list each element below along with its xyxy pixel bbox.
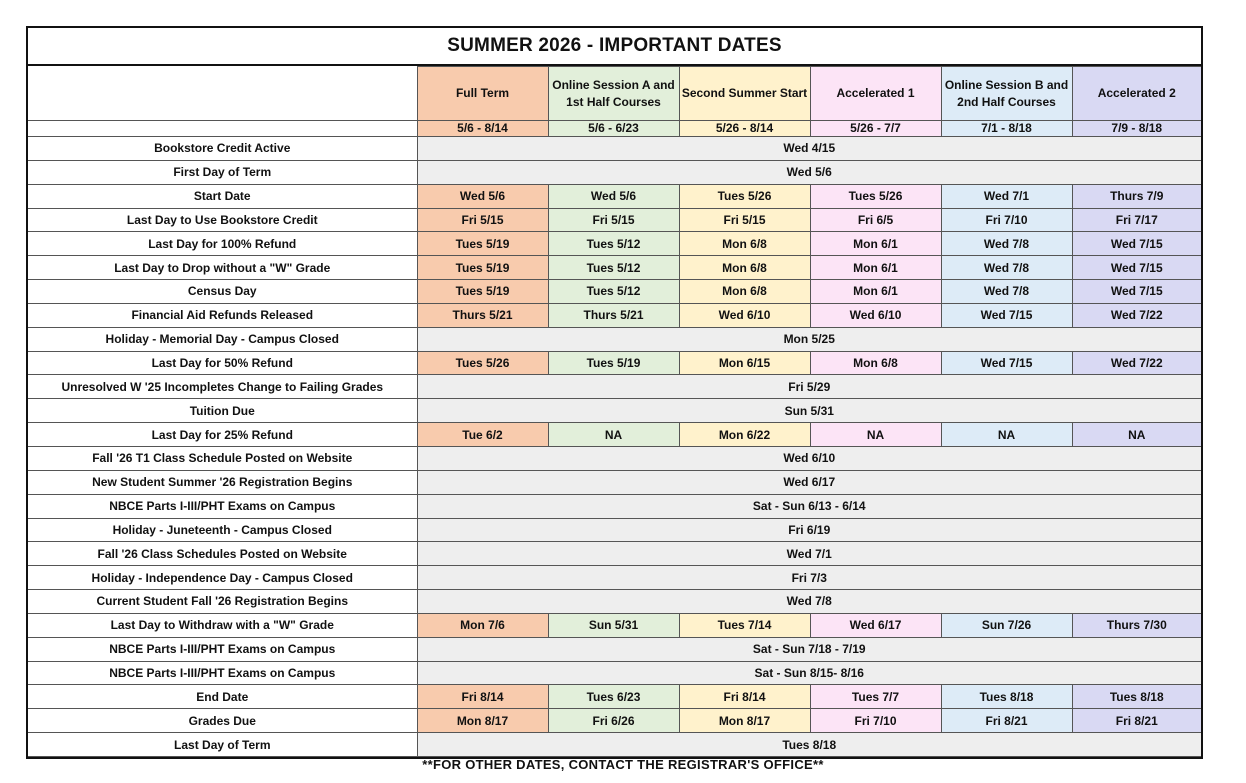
date-cell: Fri 8/14 bbox=[417, 685, 548, 709]
table-row bbox=[28, 137, 1201, 161]
date-cell: Fri 8/21 bbox=[1072, 709, 1201, 733]
row-label: First Day of Term bbox=[28, 160, 417, 184]
date-cell: Wed 7/1 bbox=[941, 184, 1072, 208]
table-row bbox=[28, 637, 1201, 661]
shared-date-cell: Wed 4/15 bbox=[417, 137, 1201, 161]
date-cell: Fri 7/10 bbox=[810, 709, 941, 733]
date-cell: Fri 8/21 bbox=[941, 709, 1072, 733]
column-header-full-term: Full Term bbox=[417, 67, 548, 121]
date-cell: Wed 5/6 bbox=[548, 184, 679, 208]
date-cell: Wed 6/10 bbox=[810, 303, 941, 327]
table-row bbox=[28, 494, 1201, 518]
column-header-online-session-a: Online Session A and 1st Half Courses bbox=[548, 67, 679, 121]
date-cell: Thurs 5/21 bbox=[548, 303, 679, 327]
date-cell: Tues 5/12 bbox=[548, 256, 679, 280]
shared-date-cell: Tues 8/18 bbox=[417, 733, 1201, 757]
date-cell: Mon 6/1 bbox=[810, 256, 941, 280]
column-range-accelerated-2: 7/9 - 8/18 bbox=[1072, 121, 1201, 137]
table-row bbox=[28, 733, 1201, 757]
row-label: Fall '26 T1 Class Schedule Posted on Website bbox=[28, 446, 417, 470]
date-cell: Fri 5/15 bbox=[679, 208, 810, 232]
column-header-accelerated-2: Accelerated 2 bbox=[1072, 67, 1201, 121]
table-row bbox=[28, 327, 1201, 351]
shared-date-cell: Wed 6/10 bbox=[417, 446, 1201, 470]
shared-date-cell: Mon 5/25 bbox=[417, 327, 1201, 351]
date-cell: Mon 6/8 bbox=[679, 280, 810, 304]
row-label: Holiday - Memorial Day - Campus Closed bbox=[28, 327, 417, 351]
date-cell: Mon 6/1 bbox=[810, 232, 941, 256]
row-label: Start Date bbox=[28, 184, 417, 208]
table-row bbox=[28, 590, 1201, 614]
date-cell: Mon 8/17 bbox=[679, 709, 810, 733]
date-cell: Tues 5/19 bbox=[548, 351, 679, 375]
date-cell: Mon 6/8 bbox=[810, 351, 941, 375]
table-row bbox=[28, 613, 1201, 637]
date-cell: Fri 5/15 bbox=[417, 208, 548, 232]
date-cell: Wed 7/15 bbox=[1072, 256, 1201, 280]
dates-table bbox=[28, 66, 1201, 757]
date-cell: Wed 7/8 bbox=[941, 280, 1072, 304]
date-cell: Tues 7/7 bbox=[810, 685, 941, 709]
shared-date-cell: Sun 5/31 bbox=[417, 399, 1201, 423]
row-label: Fall '26 Class Schedules Posted on Website bbox=[28, 542, 417, 566]
table-row bbox=[28, 280, 1201, 304]
row-label: Last Day for 100% Refund bbox=[28, 232, 417, 256]
date-cell: Wed 6/17 bbox=[810, 613, 941, 637]
table-row bbox=[28, 518, 1201, 542]
date-cell: Tues 5/19 bbox=[417, 256, 548, 280]
date-cell: Wed 7/22 bbox=[1072, 303, 1201, 327]
date-cell: Thurs 7/30 bbox=[1072, 613, 1201, 637]
date-cell: NA bbox=[941, 423, 1072, 447]
row-label: Holiday - Juneteenth - Campus Closed bbox=[28, 518, 417, 542]
column-header-row bbox=[28, 67, 1201, 121]
shared-date-cell: Fri 5/29 bbox=[417, 375, 1201, 399]
row-label: Last Day to Use Bookstore Credit bbox=[28, 208, 417, 232]
row-label: Last Day of Term bbox=[28, 733, 417, 757]
row-label: NBCE Parts I-III/PHT Exams on Campus bbox=[28, 637, 417, 661]
range-blank-cell bbox=[28, 121, 417, 137]
date-cell: Sun 7/26 bbox=[941, 613, 1072, 637]
table-row bbox=[28, 566, 1201, 590]
table-row bbox=[28, 446, 1201, 470]
date-cell: Wed 7/8 bbox=[941, 256, 1072, 280]
table-row bbox=[28, 375, 1201, 399]
date-cell: Thurs 5/21 bbox=[417, 303, 548, 327]
date-cell: Wed 6/10 bbox=[679, 303, 810, 327]
date-cell: Mon 6/22 bbox=[679, 423, 810, 447]
row-label: End Date bbox=[28, 685, 417, 709]
row-label: NBCE Parts I-III/PHT Exams on Campus bbox=[28, 494, 417, 518]
row-label: Last Day for 50% Refund bbox=[28, 351, 417, 375]
date-cell: Tues 5/12 bbox=[548, 280, 679, 304]
table-row bbox=[28, 303, 1201, 327]
date-cell: Tue 6/2 bbox=[417, 423, 548, 447]
shared-date-cell: Sat - Sun 8/15- 8/16 bbox=[417, 661, 1201, 685]
date-cell: Wed 7/22 bbox=[1072, 351, 1201, 375]
column-header-second-summer-start: Second Summer Start bbox=[679, 67, 810, 121]
date-cell: Fri 8/14 bbox=[679, 685, 810, 709]
shared-date-cell: Wed 7/1 bbox=[417, 542, 1201, 566]
column-range-online-session-b: 7/1 - 8/18 bbox=[941, 121, 1072, 137]
row-label: Current Student Fall '26 Registration Begins bbox=[28, 590, 417, 614]
date-cell: Tues 8/18 bbox=[941, 685, 1072, 709]
row-label: Bookstore Credit Active bbox=[28, 137, 417, 161]
date-cell: Tues 5/26 bbox=[810, 184, 941, 208]
table-row bbox=[28, 256, 1201, 280]
date-cell: Tues 5/19 bbox=[417, 280, 548, 304]
row-label: NBCE Parts I-III/PHT Exams on Campus bbox=[28, 661, 417, 685]
date-cell: Mon 6/1 bbox=[810, 280, 941, 304]
registrar-footer-note: **FOR OTHER DATES, CONTACT THE REGISTRAR'S OFFICE** bbox=[422, 757, 824, 772]
shared-date-cell: Wed 5/6 bbox=[417, 160, 1201, 184]
row-label: Grades Due bbox=[28, 709, 417, 733]
table-row bbox=[28, 351, 1201, 375]
date-cell: Tues 5/26 bbox=[417, 351, 548, 375]
date-cell: Tues 6/23 bbox=[548, 685, 679, 709]
date-cell: Mon 8/17 bbox=[417, 709, 548, 733]
date-cell: Wed 7/8 bbox=[941, 232, 1072, 256]
date-cell: Wed 7/15 bbox=[1072, 232, 1201, 256]
table-row bbox=[28, 232, 1201, 256]
table-row bbox=[28, 399, 1201, 423]
row-label: Tuition Due bbox=[28, 399, 417, 423]
row-label: New Student Summer '26 Registration Begins bbox=[28, 470, 417, 494]
date-cell: Wed 7/15 bbox=[1072, 280, 1201, 304]
date-cell: Sun 5/31 bbox=[548, 613, 679, 637]
sheet-title: SUMMER 2026 - IMPORTANT DATES bbox=[28, 28, 1201, 66]
date-cell: Mon 6/15 bbox=[679, 351, 810, 375]
table-row bbox=[28, 542, 1201, 566]
date-cell: Tues 5/26 bbox=[679, 184, 810, 208]
table-row bbox=[28, 661, 1201, 685]
column-header-online-session-b: Online Session B and 2nd Half Courses bbox=[941, 67, 1072, 121]
date-cell: Fri 5/15 bbox=[548, 208, 679, 232]
row-label: Unresolved W '25 Incompletes Change to Failing Grades bbox=[28, 375, 417, 399]
column-range-accelerated-1: 5/26 - 7/7 bbox=[810, 121, 941, 137]
date-cell: Fri 7/17 bbox=[1072, 208, 1201, 232]
date-cell: NA bbox=[1072, 423, 1201, 447]
row-label: Last Day to Withdraw with a "W" Grade bbox=[28, 613, 417, 637]
date-cell: Tues 5/19 bbox=[417, 232, 548, 256]
date-cell: Thurs 7/9 bbox=[1072, 184, 1201, 208]
shared-date-cell: Fri 7/3 bbox=[417, 566, 1201, 590]
date-cell: Fri 6/5 bbox=[810, 208, 941, 232]
table-row bbox=[28, 709, 1201, 733]
column-range-full-term: 5/6 - 8/14 bbox=[417, 121, 548, 137]
shared-date-cell: Wed 7/8 bbox=[417, 590, 1201, 614]
row-label: Last Day for 25% Refund bbox=[28, 423, 417, 447]
row-label: Financial Aid Refunds Released bbox=[28, 303, 417, 327]
row-label: Last Day to Drop without a "W" Grade bbox=[28, 256, 417, 280]
date-cell: Tues 8/18 bbox=[1072, 685, 1201, 709]
date-cell: NA bbox=[548, 423, 679, 447]
date-cell: Wed 5/6 bbox=[417, 184, 548, 208]
header-blank-cell bbox=[28, 67, 417, 121]
column-range-online-session-a: 5/6 - 6/23 bbox=[548, 121, 679, 137]
date-cell: Tues 5/12 bbox=[548, 232, 679, 256]
table-row bbox=[28, 470, 1201, 494]
column-range-row bbox=[28, 121, 1201, 137]
table-row bbox=[28, 208, 1201, 232]
table-row bbox=[28, 184, 1201, 208]
row-label: Census Day bbox=[28, 280, 417, 304]
date-cell: Wed 7/15 bbox=[941, 351, 1072, 375]
shared-date-cell: Fri 6/19 bbox=[417, 518, 1201, 542]
table-row bbox=[28, 423, 1201, 447]
column-range-second-summer-start: 5/26 - 8/14 bbox=[679, 121, 810, 137]
date-cell: Fri 6/26 bbox=[548, 709, 679, 733]
date-cell: NA bbox=[810, 423, 941, 447]
date-cell: Fri 7/10 bbox=[941, 208, 1072, 232]
shared-date-cell: Wed 6/17 bbox=[417, 470, 1201, 494]
date-cell: Mon 7/6 bbox=[417, 613, 548, 637]
shared-date-cell: Sat - Sun 7/18 - 7/19 bbox=[417, 637, 1201, 661]
row-label: Holiday - Independence Day - Campus Closed bbox=[28, 566, 417, 590]
date-cell: Mon 6/8 bbox=[679, 256, 810, 280]
table-row bbox=[28, 685, 1201, 709]
important-dates-sheet bbox=[26, 26, 1203, 759]
column-header-accelerated-1: Accelerated 1 bbox=[810, 67, 941, 121]
table-row bbox=[28, 160, 1201, 184]
shared-date-cell: Sat - Sun 6/13 - 6/14 bbox=[417, 494, 1201, 518]
date-cell: Tues 7/14 bbox=[679, 613, 810, 637]
date-cell: Mon 6/8 bbox=[679, 232, 810, 256]
date-cell: Wed 7/15 bbox=[941, 303, 1072, 327]
